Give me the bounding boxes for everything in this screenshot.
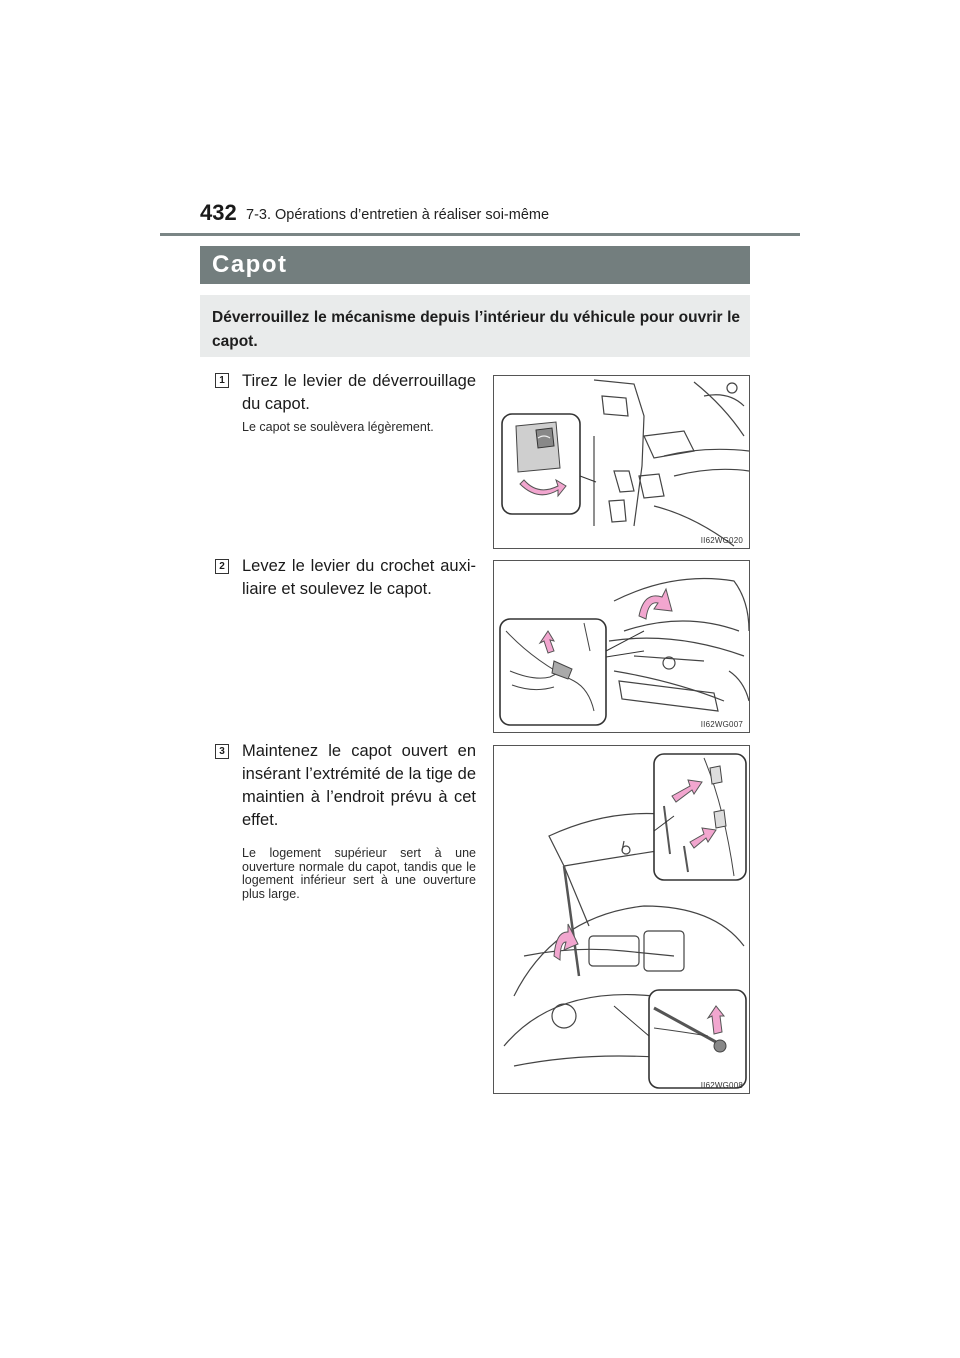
figure-code: II62WG008 (700, 1081, 743, 1090)
step-2-number: 2 (215, 559, 229, 574)
zoom-inset-clip (649, 990, 746, 1088)
figure-code: II62WG020 (700, 536, 743, 545)
figure-hood-release-lever (493, 375, 750, 549)
step-1-number: 1 (215, 373, 229, 388)
step-2-text: Levez le levier du crochet auxi-liaire et soulevez le capot. (242, 557, 476, 598)
page-number: 432 (200, 200, 237, 225)
step-3-text: Maintenez le capot ouvert en insérant l’extrémité de la tige de maintien à l’endroit prévu à cet effet. (242, 742, 476, 829)
step-1-note: Le capot se soulèvera légèrement. (242, 420, 434, 434)
figure-code: II62WG007 (700, 720, 743, 729)
figure-hood-support-rod (493, 745, 750, 1094)
step-1-text: Tirez le levier de déverrouillage du capot. (242, 372, 476, 413)
chapter-title: 7-3. Opérations d’entretien à réaliser soi-même (246, 207, 550, 223)
section-intro: Déverrouillez le mécanisme depuis l’intérieur du véhicule pour ouvrir le capot. (200, 295, 750, 357)
lower-slot (714, 810, 726, 828)
lift-arrow-icon (639, 589, 672, 619)
dashboard-illustration (494, 376, 750, 549)
header-divider (160, 233, 800, 236)
lift-arrow-icon (554, 924, 578, 960)
step-3-note: Le logement supérieur sert à une ouverture normale du capot, tandis que le logement inférieur sert à une ouverture plus large. (242, 846, 476, 901)
step-3-number: 3 (215, 744, 229, 759)
figure-auxiliary-catch (493, 560, 750, 733)
engine-bay-illustration (494, 746, 750, 1094)
upper-slot (710, 766, 722, 784)
section-title: Capot (200, 246, 750, 284)
car-front-illustration (494, 561, 750, 733)
